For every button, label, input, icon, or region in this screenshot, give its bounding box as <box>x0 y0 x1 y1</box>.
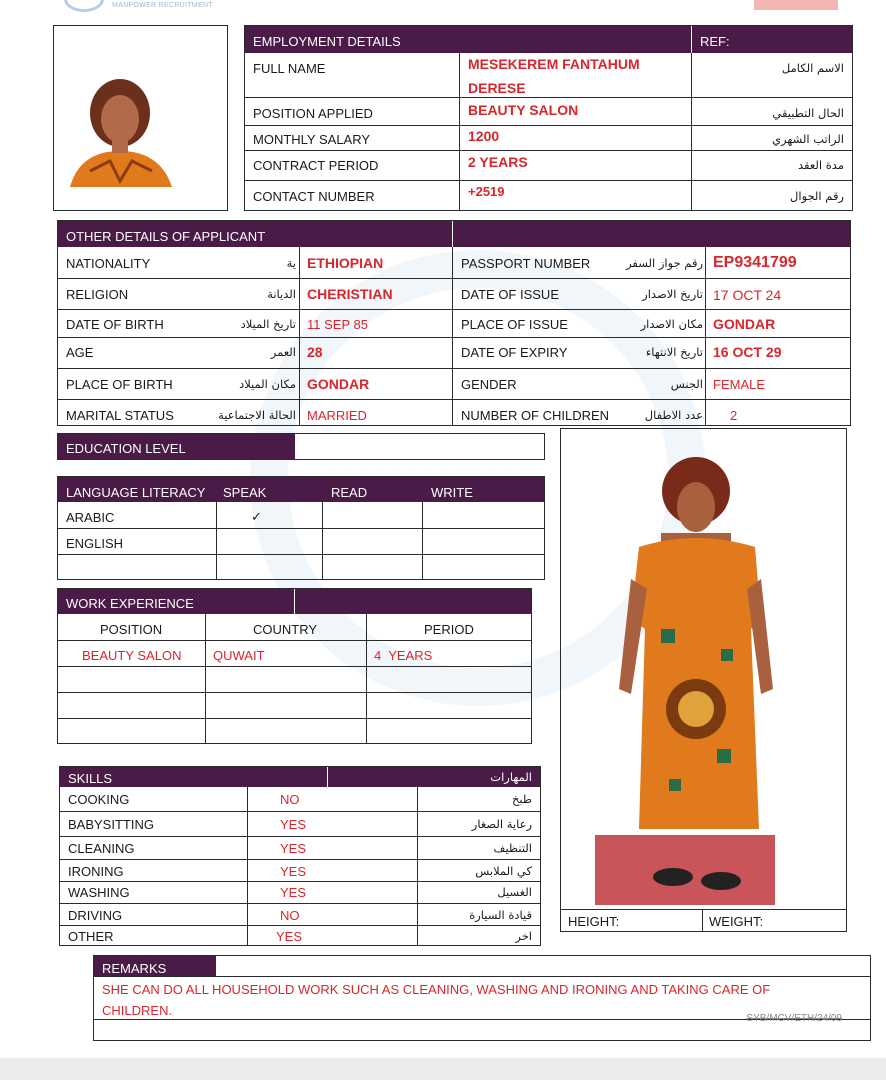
skill-cooking-label: COOKING <box>68 792 130 807</box>
place-of-issue-arabic: مكان الاصدار <box>640 317 703 331</box>
skill-other-label: OTHER <box>68 929 114 944</box>
work-experience-table <box>57 588 532 744</box>
skills-header-bar <box>60 767 540 787</box>
date-of-issue-arabic: تاريخ الاصدار <box>642 287 703 301</box>
language-arabic-label: ARABIC <box>66 510 115 525</box>
employment-header-title: EMPLOYMENT DETAILS <box>253 34 401 49</box>
work-col-position: POSITION <box>100 622 163 637</box>
age-label: AGE <box>66 345 94 360</box>
skill-babysitting-label: BABYSITTING <box>68 817 154 832</box>
full-name-label: FULL NAME <box>253 61 326 76</box>
work-col-country: COUNTRY <box>253 622 318 637</box>
position-applied-arabic: الحال التطبيقي <box>772 106 844 120</box>
skill-driving-arabic: قيادة السيارة <box>469 908 532 922</box>
gender-value: FEMALE <box>713 377 766 392</box>
place-of-issue-value: GONDAR <box>713 316 776 332</box>
position-applied-label: POSITION APPLIED <box>253 106 373 121</box>
number-of-children-value: 2 <box>730 408 738 423</box>
skill-babysitting-arabic: رعاية الصغار <box>471 817 532 831</box>
date-of-birth-label: DATE OF BIRTH <box>66 317 164 332</box>
skill-washing-label: WASHING <box>68 885 130 900</box>
skills-header-arabic: المهارات <box>490 770 532 784</box>
skill-other-value: YES <box>276 929 303 944</box>
number-of-children-arabic: عدد الاطفال <box>644 408 703 422</box>
place-of-issue-label: PLACE OF ISSUE <box>461 317 568 332</box>
brand-logo-icon <box>64 0 104 12</box>
full-name-value-line2: DERESE <box>468 80 526 96</box>
contract-period-value: 2 YEARS <box>468 154 528 170</box>
work-row-country: QUWAIT <box>213 648 265 663</box>
religion-value: CHERISTIAN <box>307 286 393 302</box>
gender-label: GENDER <box>461 377 517 392</box>
contract-period-label: CONTRACT PERIOD <box>253 158 379 173</box>
skill-washing-arabic: الغسيل <box>497 885 532 899</box>
contact-number-arabic: رقم الجوال <box>790 189 844 203</box>
gender-arabic: الجنس <box>670 377 703 391</box>
page-bottom-band <box>0 1058 886 1080</box>
full-body-photo <box>561 429 846 909</box>
language-header-speak: SPEAK <box>223 485 267 500</box>
headshot-frame <box>53 25 228 211</box>
skill-ironing-label: IRONING <box>68 864 124 879</box>
language-header-write: WRITE <box>431 485 473 500</box>
nationality-value: ETHIOPIAN <box>307 255 384 271</box>
skill-cleaning-value: YES <box>280 841 307 856</box>
religion-arabic: الديانة <box>267 287 296 301</box>
language-header-col0: LANGUAGE LITERACY <box>66 485 206 500</box>
date-of-issue-value: 17 OCT 24 <box>713 287 782 303</box>
skill-cleaning-arabic: التنظيف <box>493 841 532 855</box>
contact-number-value: +2519 <box>468 184 505 199</box>
skill-cooking-arabic: طبخ <box>511 792 532 806</box>
skills-header-title: SKILLS <box>68 771 113 786</box>
age-value: 28 <box>307 344 323 360</box>
brand-subtitle: MANPOWER RECRUITMENT <box>112 2 213 9</box>
brand-logo-area <box>60 0 220 14</box>
contact-number-label: CONTACT NUMBER <box>253 189 375 204</box>
full-name-arabic: الاسم الكامل <box>781 61 844 75</box>
document-code: SYB/MCV/ETH/24/09 <box>746 1013 842 1024</box>
skill-ironing-value: YES <box>280 864 307 879</box>
position-applied-value: BEAUTY SALON <box>468 102 579 118</box>
skill-driving-label: DRIVING <box>68 908 123 923</box>
date-of-expiry-value: 16 OCT 29 <box>713 344 782 360</box>
ref-label: REF: <box>700 34 730 49</box>
skill-babysitting-value: YES <box>280 817 307 832</box>
skill-driving-value: NO <box>280 908 300 923</box>
number-of-children-label: NUMBER OF CHILDREN <box>461 408 610 423</box>
contract-period-arabic: مدة العقد <box>798 158 844 172</box>
date-of-birth-arabic: تاريخ الميلاد <box>240 317 296 331</box>
date-of-birth-value: 11 SEP 85 <box>307 317 368 332</box>
marital-status-arabic: الحالة الاجتماعية <box>218 408 296 422</box>
remarks-text-line1: SHE CAN DO ALL HOUSEHOLD WORK SUCH AS CLEANING, WASHING AND IRONING AND TAKING CARE OF <box>102 982 771 997</box>
passport-number-label: PASSPORT NUMBER <box>461 256 591 271</box>
monthly-salary-label: MONTHLY SALARY <box>253 132 371 147</box>
weight-label: WEIGHT: <box>709 914 764 929</box>
remarks-header-title: REMARKS <box>102 961 167 976</box>
full-body-photo-panel <box>560 428 847 932</box>
full-name-value-line1: MESEKEREM FANTAHUM <box>468 56 640 72</box>
work-header-title: WORK EXPERIENCE <box>66 596 194 611</box>
monthly-salary-value: 1200 <box>468 128 500 144</box>
education-header-title: EDUCATION LEVEL <box>66 441 186 456</box>
place-of-birth-arabic: مكان الميلاد <box>239 377 296 391</box>
headshot-photo <box>60 71 180 191</box>
language-literacy-table <box>57 476 545 580</box>
date-of-expiry-arabic: تاريخ الانتهاء <box>645 345 703 359</box>
language-arabic-speak-check: ✓ <box>251 509 262 524</box>
marital-status-value: MARRIED <box>307 408 367 423</box>
passport-number-arabic: رقم جواز السفر <box>626 256 703 270</box>
remarks-text-line2: CHILDREN. <box>102 1003 173 1018</box>
nationality-arabic: ية <box>286 256 296 270</box>
place-of-birth-value: GONDAR <box>307 376 370 392</box>
place-of-birth-label: PLACE OF BIRTH <box>66 377 173 392</box>
employment-details-table <box>244 25 853 211</box>
language-english-label: ENGLISH <box>66 536 124 551</box>
skill-washing-value: YES <box>280 885 307 900</box>
passport-number-value: EP9341799 <box>713 254 797 271</box>
other-details-header-title: OTHER DETAILS OF APPLICANT <box>66 229 266 244</box>
skill-ironing-arabic: كي الملابس <box>475 864 532 878</box>
skill-cleaning-label: CLEANING <box>68 841 135 856</box>
nationality-label: NATIONALITY <box>66 256 151 271</box>
work-row-period: 4 YEARS <box>374 648 433 663</box>
marital-status-label: MARITAL STATUS <box>66 408 174 423</box>
skill-other-arabic: اخر <box>515 929 532 943</box>
language-header-read: READ <box>331 485 368 500</box>
skill-cooking-value: NO <box>280 792 300 807</box>
age-arabic: العمر <box>270 345 296 359</box>
height-label: HEIGHT: <box>568 914 620 929</box>
education-level-box <box>57 433 545 460</box>
top-right-stamp <box>754 0 838 10</box>
monthly-salary-arabic: الراتب الشهري <box>772 132 844 146</box>
remarks-box <box>93 955 871 1041</box>
date-of-expiry-label: DATE OF EXPIRY <box>461 345 568 360</box>
work-col-period: PERIOD <box>424 622 474 637</box>
date-of-issue-label: DATE OF ISSUE <box>461 287 559 302</box>
religion-label: RELIGION <box>66 287 129 302</box>
work-row-position: BEAUTY SALON <box>82 648 182 663</box>
other-details-table <box>57 220 851 426</box>
skills-table <box>59 766 541 946</box>
